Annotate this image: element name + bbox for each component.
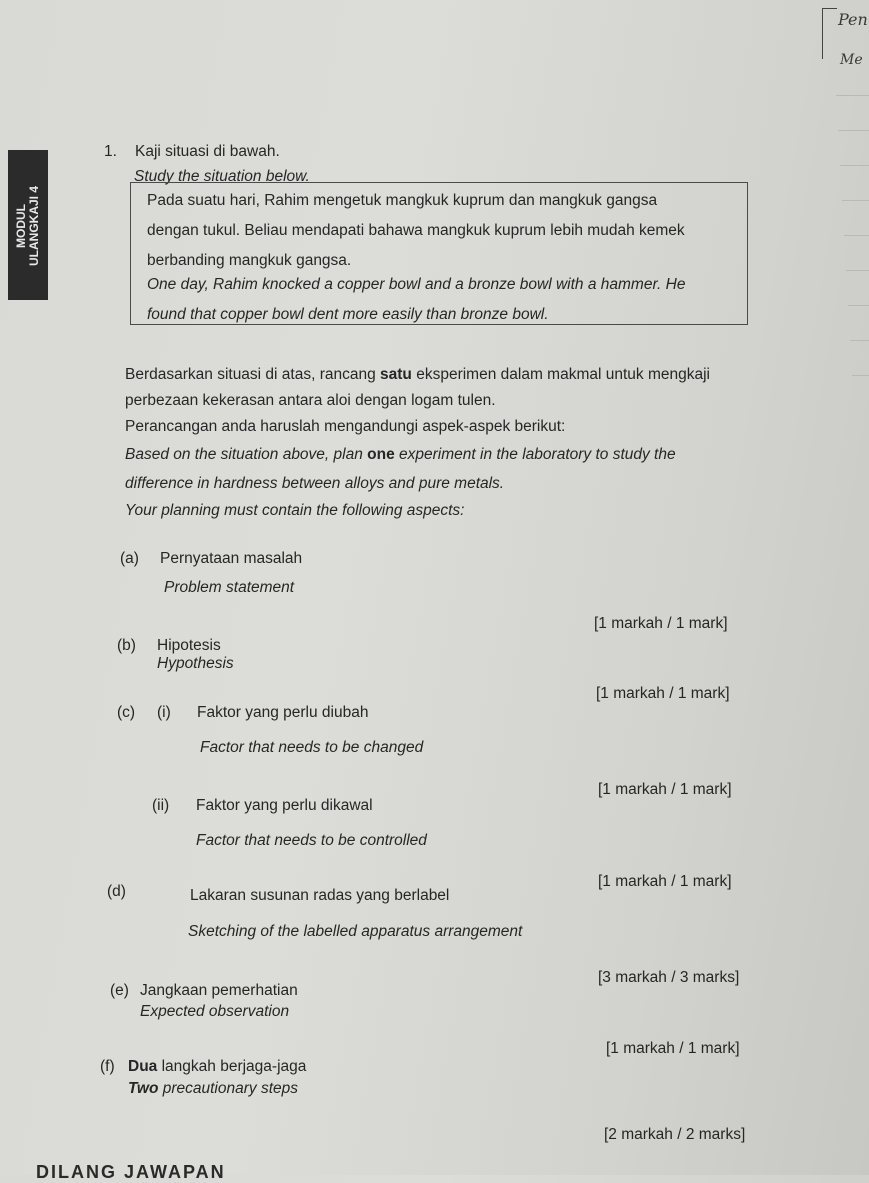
part-d-en: Sketching of the labelled apparatus arrangement [188, 923, 523, 940]
part-c-ii-mark: [1 markah / 1 mark] [598, 873, 732, 890]
situation-en-line1: One day, Rahim knocked a copper bowl and a bronze bowl with a hammer. He [147, 276, 686, 293]
handwritten-note-top: Pen [838, 10, 868, 29]
part-d-ms: Lakaran susunan radas yang berlabel [190, 887, 450, 904]
part-e-mark: [1 markah / 1 mark] [606, 1040, 740, 1057]
ruled-line [846, 270, 869, 271]
part-e-en: Expected observation [140, 1003, 290, 1020]
part-f-mark: [2 markah / 2 marks] [604, 1126, 746, 1143]
part-d-mark: [3 markah / 3 marks] [598, 969, 740, 986]
question-intro-ms: Kaji situasi di bawah. [135, 143, 280, 160]
situation-ms-line1: Pada suatu hari, Rahim mengetuk mangkuk kuprum dan mangkuk gangsa [147, 192, 658, 209]
part-c-i-en: Factor that needs to be changed [200, 739, 424, 756]
part-c-ii-label: (ii) [152, 797, 170, 814]
part-c-i-ms: Faktor yang perlu diubah [197, 704, 369, 721]
task-en-line2: difference in hardness between alloys and pure metals. [125, 475, 505, 492]
part-f-ms: Dua langkah berjaga-jaga [128, 1058, 307, 1075]
side-tab-line1: MODUL [14, 204, 28, 249]
part-c-ii-ms: Faktor yang perlu dikawal [196, 797, 373, 814]
part-a-label: (a) [120, 550, 139, 567]
part-c-i-mark: [1 markah / 1 mark] [598, 781, 732, 798]
part-c-i-label: (i) [157, 704, 171, 721]
part-b-label: (b) [117, 637, 136, 654]
ruled-line [840, 165, 869, 166]
part-b-mark: [1 markah / 1 mark] [596, 685, 730, 702]
side-tab-label [15, 186, 41, 266]
ruled-line [836, 95, 869, 96]
situation-ms-line2: dengan tukul. Beliau mendapati bahawa mangkuk kuprum lebih mudah kemek [147, 222, 685, 239]
footer-cut-text: DILANG JAWAPAN [36, 1162, 226, 1182]
margin-bracket [822, 8, 837, 59]
part-c-ii-en: Factor that needs to be controlled [196, 832, 427, 849]
task-en-line3: Your planning must contain the following aspects: [125, 502, 465, 519]
part-a-ms: Pernyataan masalah [160, 550, 303, 567]
task-en-line1: Based on the situation above, plan one experiment in the laboratory to study the [125, 446, 676, 463]
question-intro-en: Study the situation below. [134, 168, 310, 185]
part-b-ms: Hipotesis [157, 637, 221, 654]
part-a-en: Problem statement [164, 579, 295, 596]
part-f-label: (f) [100, 1058, 115, 1075]
ruled-line [852, 375, 869, 376]
handwritten-note-bottom: Me [840, 52, 863, 68]
task-ms-line1: Berdasarkan situasi di atas, rancang satu eksperimen dalam makmal untuk mengkaji [125, 366, 710, 383]
ruled-line [838, 130, 869, 131]
part-d-label: (d) [107, 883, 126, 900]
ruled-line [842, 200, 869, 201]
part-a-mark: [1 markah / 1 mark] [594, 615, 728, 632]
side-tab-line2: ULANGKAJI 4 [27, 185, 41, 267]
question-number: 1. [104, 143, 117, 160]
situation-en-line2: found that copper bowl dent more easily than bronze bowl. [147, 306, 549, 323]
part-b-en: Hypothesis [157, 655, 234, 672]
task-ms-line3: Perancangan anda haruslah mengandungi aspek-aspek berikut: [125, 418, 566, 435]
situation-ms-line3: berbanding mangkuk gangsa. [147, 252, 352, 269]
part-c-label: (c) [117, 704, 136, 721]
ruled-line [844, 235, 869, 236]
task-ms-line2: perbezaan kekerasan antara aloi dengan logam tulen. [125, 392, 496, 409]
part-f-en: Two precautionary steps [128, 1080, 298, 1097]
ruled-line [848, 305, 869, 306]
ruled-line [850, 340, 869, 341]
part-e-ms: Jangkaan pemerhatian [140, 982, 298, 999]
part-e-label: (e) [110, 982, 129, 999]
